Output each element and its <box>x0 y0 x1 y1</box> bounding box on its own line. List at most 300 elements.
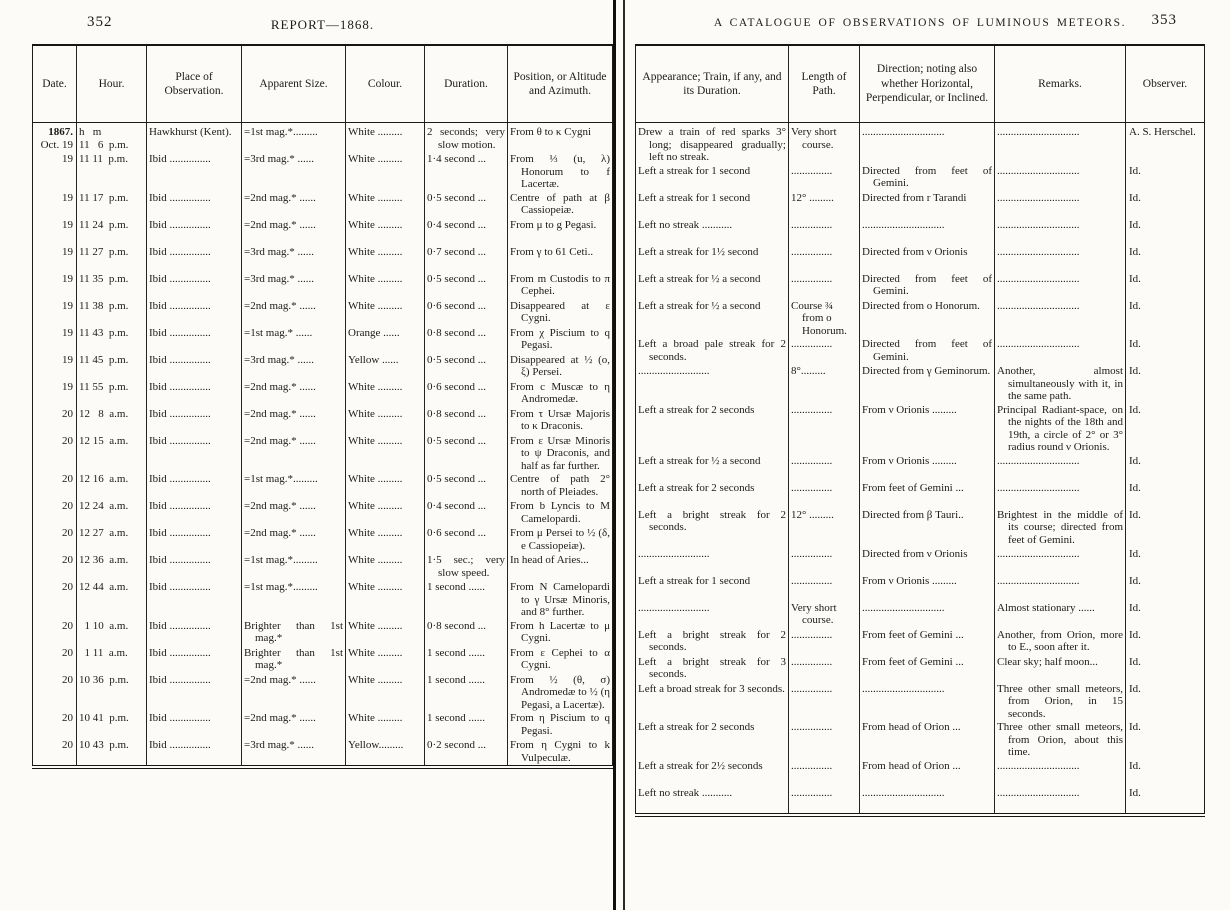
duration-cell: 0·6 second ... <box>425 380 508 407</box>
appearance-cell: Left a bright streak for 2 seconds. <box>638 628 786 654</box>
path-length-cell: ............... <box>789 245 860 272</box>
year-label: 1867. <box>48 126 73 138</box>
observer-cell: Id. <box>1126 628 1205 655</box>
duration-cell: 0·6 second ... <box>425 526 508 553</box>
remarks-cell: Three other small meteors, from Orion, in 15 seconds. <box>995 682 1126 721</box>
duration-cell: 1·4 second ... <box>425 152 508 191</box>
appearance-cell: Drew a train of red sparks 3° long; disappeared gradually; left no streak. <box>638 126 786 164</box>
observer-cell: Id. <box>1126 720 1205 759</box>
table-row <box>33 272 613 299</box>
appearance-cell: Left a bright streak for 3 seconds. <box>638 655 786 681</box>
remarks-cell: Three other small meteors, from Orion, about this time. <box>995 720 1126 759</box>
position-cell: From ⅓ (u, λ) Honorum to f Lacertæ. <box>508 152 613 191</box>
table-row <box>33 123 613 153</box>
direction-cell: Directed from feet of Gemini. <box>860 337 995 364</box>
duration-cell: 0·5 second ... <box>425 272 508 299</box>
table-row <box>33 152 613 191</box>
apparent-size-cell: =2nd mag.* ...... <box>242 673 346 712</box>
colour-cell: White ......... <box>346 191 425 218</box>
hour-unit-label: h m <box>79 126 102 138</box>
column-header: Position, or Altitude and Azimuth. <box>508 45 613 123</box>
place-cell: Ibid ............... <box>147 245 242 272</box>
date-cell: 20 <box>62 473 73 486</box>
table-row <box>33 738 613 767</box>
remarks-cell: Another, from Orion, more to E., soon after it. <box>995 628 1126 655</box>
apparent-size-cell: =1st mag.*......... <box>242 553 346 580</box>
path-length-cell: ............... <box>789 218 860 245</box>
table-row <box>636 786 1205 815</box>
appearance-cell: Left a bright streak for 2 seconds. <box>638 508 786 534</box>
appearance-cell: Left a streak for ½ a second <box>638 454 761 467</box>
appearance-cell: Left a streak for 2 seconds <box>638 403 755 416</box>
position-cell: From N Camelopardi to γ Ursæ Minoris, and 8° further. <box>508 580 613 619</box>
place-cell: Ibid ............... <box>147 407 242 434</box>
hour-cell: 11 43 p.m. <box>77 326 147 353</box>
colour-cell: White ......... <box>346 152 425 191</box>
hour-cell: 11 35 p.m. <box>77 272 147 299</box>
colour-cell: White ......... <box>346 123 425 153</box>
place-cell: Ibid ............... <box>147 580 242 619</box>
observer-cell: Id. <box>1126 245 1205 272</box>
right-page <box>625 0 1230 910</box>
remarks-cell: Clear sky; half moon... <box>995 655 1126 682</box>
place-cell: Ibid ............... <box>147 353 242 380</box>
path-length-cell: ............... <box>789 403 860 454</box>
table-row <box>33 218 613 245</box>
apparent-size-cell: =2nd mag.* ...... <box>242 499 346 526</box>
position-cell: Disappeared at ½ (o, ξ) Persei. <box>508 353 613 380</box>
hour-cell: 11 27 p.m. <box>77 245 147 272</box>
colour-cell: White ......... <box>346 711 425 738</box>
table-row <box>636 191 1205 218</box>
observer-cell: A. S. Herschel. <box>1126 123 1205 164</box>
remarks-cell: .............................. <box>995 786 1126 815</box>
date-cell: 20 <box>62 619 73 632</box>
duration-cell: 1 second ...... <box>425 711 508 738</box>
position-cell: From η Cygni to k Vulpeculæ. <box>508 738 613 767</box>
column-header: Remarks. <box>995 45 1126 123</box>
table-row <box>33 553 613 580</box>
direction-cell: Directed from β Tauri.. <box>860 508 995 547</box>
remarks-cell: .............................. <box>995 123 1126 164</box>
duration-cell: 1 second ...... <box>425 646 508 673</box>
path-length-cell: 12° ......... <box>789 508 860 547</box>
table-row <box>33 299 613 326</box>
duration-cell: 2 seconds; very slow motion. <box>425 123 508 153</box>
table-row <box>33 673 613 712</box>
observer-cell: Id. <box>1126 403 1205 454</box>
left-page-header <box>32 12 613 44</box>
apparent-size-cell: Brighter than 1st mag.* <box>242 646 346 673</box>
position-cell: From μ Persei to ½ (δ, e Cassiopeiæ). <box>508 526 613 553</box>
hour-cell: 1 10 a.m. <box>77 619 147 646</box>
meteor-observations-table-left <box>32 44 613 769</box>
place-cell: Ibid ............... <box>147 434 242 473</box>
hour-cell: 11 38 p.m. <box>77 299 147 326</box>
column-header: Observer. <box>1126 45 1205 123</box>
remarks-cell: .............................. <box>995 245 1126 272</box>
hour-cell: 11 11 p.m. <box>77 152 147 191</box>
table-row <box>33 191 613 218</box>
duration-cell: 0·5 second ... <box>425 472 508 499</box>
hour-cell: 11 17 p.m. <box>77 191 147 218</box>
colour-cell: Yellow......... <box>346 738 425 767</box>
place-cell: Ibid ............... <box>147 191 242 218</box>
duration-cell: 0·2 second ... <box>425 738 508 767</box>
observer-cell: Id. <box>1126 547 1205 574</box>
apparent-size-cell: =2nd mag.* ...... <box>242 380 346 407</box>
hour-cell: 11 24 p.m. <box>77 218 147 245</box>
date-cell: 20 <box>62 500 73 513</box>
hour-cell: 12 36 a.m. <box>77 553 147 580</box>
table-row <box>636 508 1205 547</box>
table-row <box>636 601 1205 628</box>
observer-cell: Id. <box>1126 454 1205 481</box>
column-header: Hour. <box>77 45 147 123</box>
position-cell: From μ to g Pegasi. <box>508 218 613 245</box>
place-cell: Ibid ............... <box>147 673 242 712</box>
table-row <box>636 574 1205 601</box>
date-cell: 19 <box>62 299 73 312</box>
direction-cell: .............................. <box>860 123 995 164</box>
path-length-cell: 12° ......... <box>789 191 860 218</box>
table-row <box>33 526 613 553</box>
table-row <box>636 682 1205 721</box>
appearance-cell: Left a streak for 2 seconds <box>638 721 755 734</box>
position-cell: Disappeared at ε Cygni. <box>508 299 613 326</box>
column-header: Colour. <box>346 45 425 123</box>
remarks-cell: .............................. <box>995 481 1126 508</box>
colour-cell: White ......... <box>346 673 425 712</box>
date-cell: 20 <box>62 407 73 420</box>
observer-cell: Id. <box>1126 364 1205 403</box>
appearance-cell: Left a streak for 1 second <box>638 191 751 204</box>
hour-cell: 12 24 a.m. <box>77 499 147 526</box>
apparent-size-cell: Brighter than 1st mag.* <box>242 619 346 646</box>
table-row <box>636 655 1205 682</box>
apparent-size-cell: =2nd mag.* ...... <box>242 526 346 553</box>
observer-cell: Id. <box>1126 164 1205 191</box>
direction-cell: .............................. <box>860 786 995 815</box>
path-length-cell: ............... <box>789 481 860 508</box>
header-row <box>636 45 1205 123</box>
remarks-cell: .............................. <box>995 759 1126 786</box>
duration-cell: 0·5 second ... <box>425 353 508 380</box>
position-cell: From γ to 61 Ceti.. <box>508 245 613 272</box>
observer-cell: Id. <box>1126 682 1205 721</box>
colour-cell: White ......... <box>346 434 425 473</box>
observer-cell: Id. <box>1126 655 1205 682</box>
hour-cell: 12 16 a.m. <box>77 472 147 499</box>
path-length-cell: Very short course. <box>789 123 860 164</box>
remarks-cell: .............................. <box>995 272 1126 299</box>
apparent-size-cell: =2nd mag.* ...... <box>242 299 346 326</box>
date-cell: 19 <box>62 245 73 258</box>
apparent-size-cell: =1st mag.*......... <box>242 472 346 499</box>
colour-cell: Yellow ...... <box>346 353 425 380</box>
observer-cell: Id. <box>1126 574 1205 601</box>
direction-cell: Directed from γ Geminorum. <box>860 364 995 403</box>
direction-cell: From head of Orion ... <box>860 720 995 759</box>
apparent-size-cell: =1st mag.*......... <box>242 123 346 153</box>
colour-cell: White ......... <box>346 472 425 499</box>
path-length-cell: ............... <box>789 759 860 786</box>
table-row <box>33 245 613 272</box>
observer-cell: Id. <box>1126 601 1205 628</box>
position-cell: From ½ (θ, σ) Andromedæ to ½ (η Pegasi, a Lacertæ). <box>508 673 613 712</box>
table-row <box>636 299 1205 338</box>
colour-cell: White ......... <box>346 619 425 646</box>
date-cell: 20 <box>62 554 73 567</box>
date-cell: 20 <box>62 739 73 752</box>
page-number: 352 <box>87 14 113 30</box>
direction-cell: .............................. <box>860 682 995 721</box>
column-header: Date. <box>33 45 77 123</box>
page-number: 353 <box>1151 12 1177 28</box>
path-length-cell: ............... <box>789 164 860 191</box>
path-length-cell: 8°......... <box>789 364 860 403</box>
duration-cell: 1·5 sec.; very slow speed. <box>425 553 508 580</box>
apparent-size-cell: =3rd mag.* ...... <box>242 272 346 299</box>
remarks-cell: .............................. <box>995 218 1126 245</box>
hour-cell: 10 36 p.m. <box>77 673 147 712</box>
appearance-cell: .......................... <box>638 365 710 378</box>
position-cell: From m Custodis to π Cephei. <box>508 272 613 299</box>
apparent-size-cell: =2nd mag.* ...... <box>242 434 346 473</box>
remarks-cell: .............................. <box>995 574 1126 601</box>
column-header: Appearance; Train, if any, and its Duration. <box>636 45 789 123</box>
duration-cell: 0·5 second ... <box>425 191 508 218</box>
date-cell: 19 <box>62 191 73 204</box>
appearance-cell: Left no streak ........... <box>638 218 733 231</box>
place-cell: Ibid ............... <box>147 619 242 646</box>
meteor-observations-table-right <box>635 44 1205 817</box>
table-row <box>33 434 613 473</box>
hour-cell <box>77 123 147 153</box>
place-cell: Ibid ............... <box>147 526 242 553</box>
remarks-cell: Almost stationary ...... <box>995 601 1126 628</box>
apparent-size-cell: =1st mag.* ...... <box>242 326 346 353</box>
table-row <box>636 337 1205 364</box>
colour-cell: White ......... <box>346 407 425 434</box>
remarks-cell: Another, almost simultaneously with it, in the same path. <box>995 364 1126 403</box>
position-cell: From ε Cephei to α Cygni. <box>508 646 613 673</box>
direction-cell: Directed from o Honorum. <box>860 299 995 338</box>
place-cell: Ibid ............... <box>147 711 242 738</box>
path-length-cell: ............... <box>789 720 860 759</box>
date-cell: 20 <box>62 673 73 686</box>
appearance-cell: Left a streak for ½ a second <box>638 299 761 312</box>
table-row <box>636 164 1205 191</box>
direction-cell: .............................. <box>860 218 995 245</box>
duration-cell: 0·6 second ... <box>425 299 508 326</box>
right-page-header <box>635 12 1205 44</box>
place-cell: Ibid ............... <box>147 472 242 499</box>
appearance-cell: Left a streak for 1½ second <box>638 245 759 258</box>
appearance-cell: Left a streak for 1 second <box>638 574 751 587</box>
table-row <box>33 353 613 380</box>
apparent-size-cell: =3rd mag.* ...... <box>242 245 346 272</box>
appearance-cell: Left a streak for ½ a second <box>638 272 761 285</box>
hour-cell: 11 45 p.m. <box>77 353 147 380</box>
path-length-cell: Very short course. <box>789 601 860 628</box>
colour-cell: White ......... <box>346 499 425 526</box>
column-header: Direction; noting also whether Horizontal, Perpendicular, or Inclined. <box>860 45 995 123</box>
appearance-cell: Left a streak for 1 second <box>638 164 751 177</box>
column-header: Apparent Size. <box>242 45 346 123</box>
left-page <box>0 0 613 910</box>
direction-cell: .............................. <box>860 601 995 628</box>
place-cell: Ibid ............... <box>147 738 242 767</box>
date-cell: 19 <box>62 380 73 393</box>
duration-cell: 0·8 second ... <box>425 619 508 646</box>
colour-cell: White ......... <box>346 272 425 299</box>
apparent-size-cell: =1st mag.*......... <box>242 580 346 619</box>
place-cell: Ibid ............... <box>147 152 242 191</box>
table-row <box>33 580 613 619</box>
table-row <box>636 218 1205 245</box>
apparent-size-cell: =2nd mag.* ...... <box>242 407 346 434</box>
place-cell: Ibid ............... <box>147 553 242 580</box>
direction-cell: Directed from r Tarandi <box>860 191 995 218</box>
date-cell: 20 <box>62 527 73 540</box>
place-cell: Ibid ............... <box>147 299 242 326</box>
duration-cell: 0·8 second ... <box>425 326 508 353</box>
observer-cell: Id. <box>1126 272 1205 299</box>
table-row <box>636 628 1205 655</box>
table-row <box>33 499 613 526</box>
table-row <box>636 272 1205 299</box>
hour-cell: 11 55 p.m. <box>77 380 147 407</box>
table-row <box>636 123 1205 164</box>
remarks-cell: .............................. <box>995 299 1126 338</box>
duration-cell: 0·7 second ... <box>425 245 508 272</box>
position-cell: From τ Ursæ Majoris to κ Draconis. <box>508 407 613 434</box>
date-cell: 20 <box>62 712 73 725</box>
place-cell: Ibid ............... <box>147 272 242 299</box>
position-cell: From h Lacertæ to μ Cygni. <box>508 619 613 646</box>
direction-cell: From head of Orion ... <box>860 759 995 786</box>
place-cell: Hawkhurst (Kent). <box>147 123 242 153</box>
position-cell: From ε Ursæ Minoris to ψ Draconis, and half as far further. <box>508 434 613 473</box>
direction-cell: Directed from feet of Gemini. <box>860 164 995 191</box>
position-cell: Centre of path 2° north of Pleiades. <box>508 472 613 499</box>
table-row <box>636 481 1205 508</box>
path-length-cell: ............... <box>789 655 860 682</box>
table-row <box>636 403 1205 454</box>
colour-cell: White ......... <box>346 526 425 553</box>
apparent-size-cell: =2nd mag.* ...... <box>242 711 346 738</box>
position-cell: From χ Piscium to q Pegasi. <box>508 326 613 353</box>
date-cell: 19 <box>62 353 73 366</box>
table-row <box>636 720 1205 759</box>
appearance-cell: Left a broad streak for 3 seconds. <box>638 682 785 695</box>
table-row <box>636 547 1205 574</box>
hour-cell: 1 11 a.m. <box>77 646 147 673</box>
observer-cell: Id. <box>1126 481 1205 508</box>
hour-value: 11 6 p.m. <box>79 138 129 151</box>
apparent-size-cell: =3rd mag.* ...... <box>242 353 346 380</box>
colour-cell: White ......... <box>346 299 425 326</box>
position-cell: Centre of path at β Cassiopeiæ. <box>508 191 613 218</box>
colour-cell: White ......... <box>346 245 425 272</box>
table-row <box>33 711 613 738</box>
apparent-size-cell: =3rd mag.* ...... <box>242 738 346 767</box>
observer-cell: Id. <box>1126 508 1205 547</box>
hour-cell: 10 41 p.m. <box>77 711 147 738</box>
apparent-size-cell: =2nd mag.* ...... <box>242 218 346 245</box>
remarks-cell: Principal Radiant-space, on the nights of the 18th and 19th, a circle of 2° or 3° radius round ν Orionis. <box>995 403 1126 454</box>
appearance-cell: Left a streak for 2½ seconds <box>638 759 763 772</box>
colour-cell: White ......... <box>346 646 425 673</box>
date-cell: 20 <box>62 434 73 447</box>
path-length-cell: Course ¾ from o Honorum. <box>789 299 860 338</box>
place-cell: Ibid ............... <box>147 326 242 353</box>
table-row <box>33 646 613 673</box>
apparent-size-cell: =2nd mag.* ...... <box>242 191 346 218</box>
apparent-size-cell: =3rd mag.* ...... <box>242 152 346 191</box>
observer-cell: Id. <box>1126 759 1205 786</box>
observer-cell: Id. <box>1126 299 1205 338</box>
duration-cell: 1 second ...... <box>425 580 508 619</box>
appearance-cell: Left a broad pale streak for 2 seconds. <box>638 338 786 363</box>
running-title: REPORT—1868. <box>270 17 375 32</box>
hour-cell: 12 44 a.m. <box>77 580 147 619</box>
hour-cell: 12 8 a.m. <box>77 407 147 434</box>
hour-cell: 12 27 a.m. <box>77 526 147 553</box>
path-length-cell: ............... <box>789 337 860 364</box>
observer-cell: Id. <box>1126 218 1205 245</box>
direction-cell: From feet of Gemini ... <box>860 655 995 682</box>
direction-cell: From ν Orionis ......... <box>860 574 995 601</box>
date-cell <box>33 123 77 153</box>
position-cell: From c Muscæ to η Andromedæ. <box>508 380 613 407</box>
header-row <box>33 45 613 123</box>
direction-cell: Directed from ν Orionis <box>860 547 995 574</box>
hour-cell: 12 15 a.m. <box>77 434 147 473</box>
direction-cell: From ν Orionis ......... <box>860 403 995 454</box>
colour-cell: White ......... <box>346 218 425 245</box>
remarks-cell: .............................. <box>995 191 1126 218</box>
colour-cell: White ......... <box>346 553 425 580</box>
direction-cell: Directed from feet of Gemini. <box>860 272 995 299</box>
remarks-cell: Brightest in the middle of its course; directed from feet of Gemini. <box>995 508 1126 547</box>
appearance-cell: Left a streak for 2 seconds <box>638 481 755 494</box>
date-cell: 19 <box>62 153 73 165</box>
column-header: Length of Path. <box>789 45 860 123</box>
date-cell: 19 <box>62 218 73 231</box>
table-row <box>33 407 613 434</box>
hour-cell: 10 43 p.m. <box>77 738 147 767</box>
place-cell: Ibid ............... <box>147 380 242 407</box>
table-row <box>33 619 613 646</box>
table-row <box>636 245 1205 272</box>
colour-cell: White ......... <box>346 580 425 619</box>
appearance-cell: .......................... <box>638 601 710 614</box>
direction-cell: From feet of Gemini ... <box>860 628 995 655</box>
path-length-cell: ............... <box>789 628 860 655</box>
remarks-cell: .............................. <box>995 164 1126 191</box>
table-row <box>636 759 1205 786</box>
colour-cell: White ......... <box>346 380 425 407</box>
column-header: Place of Observation. <box>147 45 242 123</box>
position-cell: From θ to κ Cygni <box>508 123 613 153</box>
path-length-cell: ............... <box>789 547 860 574</box>
path-length-cell: ............... <box>789 786 860 815</box>
place-cell: Ibid ............... <box>147 646 242 673</box>
remarks-cell: .............................. <box>995 547 1126 574</box>
observer-cell: Id. <box>1126 337 1205 364</box>
